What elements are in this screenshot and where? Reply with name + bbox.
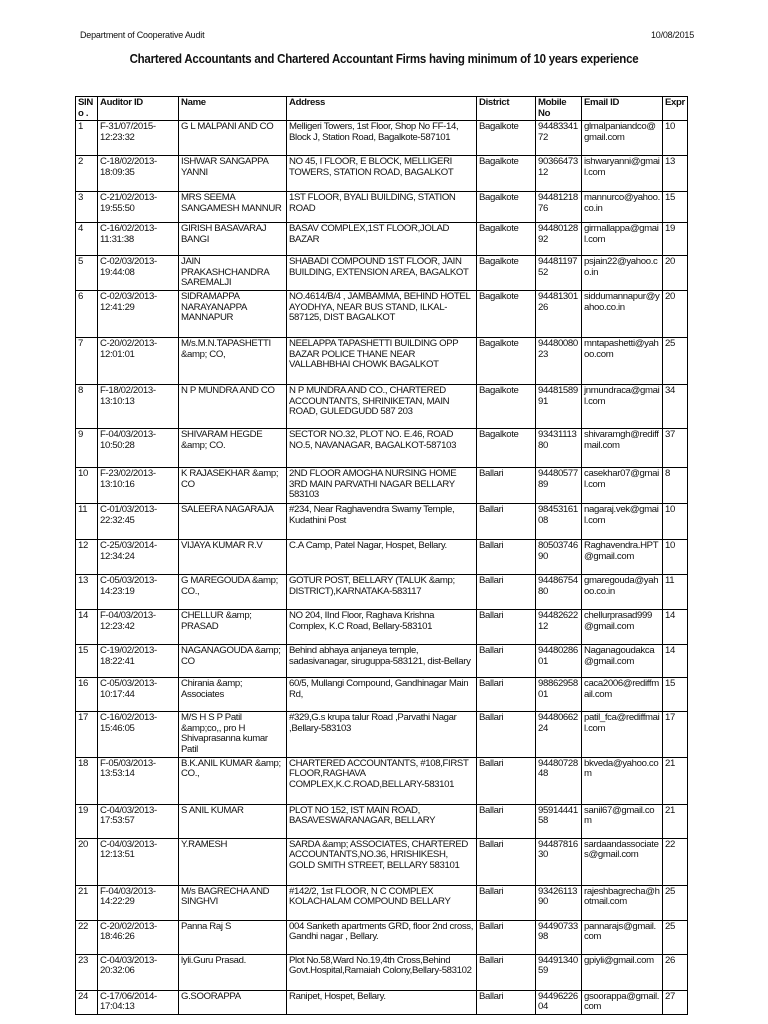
address-cell: 004 Sanketh apartments GRD, floor 2nd cross, Gandhi nagar , Bellary. (287, 920, 477, 954)
column-header-auditor-id: Auditor ID (98, 97, 179, 121)
name-cell: MRS SEEMA SANGAMESH MANNUR (179, 192, 287, 223)
mobile-cell: 9845316108 (536, 504, 582, 540)
slno-cell: 5 (76, 256, 98, 291)
email-cell: jnmundraca@gmail.com (582, 385, 663, 429)
email-cell: caca2006@rediffmail.com (582, 678, 663, 712)
email-cell: gpiyli@gmail.com (582, 954, 663, 990)
email-cell: bkveda@yahoo.com (582, 757, 663, 804)
auditor-id-cell: C-02/03/2013-12:41:29 (98, 291, 179, 338)
district-cell: Ballari (477, 990, 536, 1014)
email-cell: mntapashetti@yahoo.com (582, 338, 663, 385)
district-cell: Bagalkote (477, 223, 536, 256)
slno-cell: 17 (76, 712, 98, 757)
slno-cell: 15 (76, 645, 98, 678)
table-row (76, 885, 688, 920)
mobile-cell: 9448066224 (536, 712, 582, 757)
auditor-id-cell: C-02/03/2013-19:44:08 (98, 256, 179, 291)
email-cell: nagaraj.vek@gmail.com (582, 504, 663, 540)
name-cell: S ANIL KUMAR (179, 804, 287, 838)
mobile-cell: 9449134059 (536, 954, 582, 990)
name-cell: K RAJASEKHAR &amp; CO (179, 468, 287, 504)
name-cell: B.K.ANIL KUMAR &amp; CO., (179, 757, 287, 804)
slno-cell: 22 (76, 920, 98, 954)
email-cell: Naganagoudakca@gmail.com (582, 645, 663, 678)
address-cell: SECTOR NO.32, PLOT NO. E.46, ROAD NO.5, NAVANAGAR, BAGALKOT-587103 (287, 429, 477, 468)
auditor-id-cell: C-18/02/2013-18:09:35 (98, 156, 179, 192)
page-title: Chartered Accountants and Chartered Accountant Firms having minimum of 10 years experience (129, 52, 639, 66)
address-cell: N P MUNDRA AND CO., CHARTERED ACCOUNTANTS, SHRINIKETAN, MAIN ROAD, GULEDGUDD 587 203 (287, 385, 477, 429)
slno-cell: 4 (76, 223, 98, 256)
name-cell: NAGANAGOUDA &amp; CO (179, 645, 287, 678)
auditor-id-cell: C-20/02/2013-18:46:26 (98, 920, 179, 954)
district-cell: Ballari (477, 645, 536, 678)
name-cell: Chirania &amp; Associates (179, 678, 287, 712)
table-row (76, 223, 688, 256)
mobile-cell: 9448028601 (536, 645, 582, 678)
email-cell: ishwaryanni@gmail.com (582, 156, 663, 192)
report-date: 10/08/2015 (650, 30, 694, 40)
expr-cell: 17 (663, 712, 688, 757)
address-cell: CHARTERED ACCOUNTANTS, #108,FIRST FLOOR,RAGHAVA COMPLEX,K.C.ROAD,BELLARY-583101 (287, 757, 477, 804)
name-cell: VIJAYA KUMAR R.V (179, 540, 287, 575)
mobile-cell: 9448262212 (536, 610, 582, 645)
table-row (76, 920, 688, 954)
table-row (76, 121, 688, 156)
expr-cell: 15 (663, 678, 688, 712)
address-cell: SARDA &amp; ASSOCIATES, CHARTERED ACCOUNTANTS,NO.36, HRISHIKESH, GOLD SMITH STREET, BELLARY 583101 (287, 838, 477, 885)
expr-cell: 19 (663, 223, 688, 256)
district-cell: Ballari (477, 954, 536, 990)
auditor-id-cell: F-04/03/2013-12:23:42 (98, 610, 179, 645)
mobile-cell: 9448057789 (536, 468, 582, 504)
mobile-cell: 9448008023 (536, 338, 582, 385)
mobile-cell: 9448781630 (536, 838, 582, 885)
email-cell: psjain22@yahoo.co.in (582, 256, 663, 291)
slno-cell: 19 (76, 804, 98, 838)
district-cell: Ballari (477, 757, 536, 804)
address-cell: 60/5, Mullangi Compound, Gandhinagar Main Rd, (287, 678, 477, 712)
mobile-cell: 9448675480 (536, 575, 582, 610)
mobile-cell: 9448072848 (536, 757, 582, 804)
address-cell: Behind abhaya anjaneya temple, sadasivanagar, siruguppa-583121, dist-Bellary (287, 645, 477, 678)
department-label: Department of Cooperative Audit (80, 30, 205, 40)
auditor-id-cell: F-18/02/2013-13:10:13 (98, 385, 179, 429)
email-cell: girmallappa@gmail.com (582, 223, 663, 256)
table-row (76, 645, 688, 678)
address-cell: BASAV COMPLEX,1ST FLOOR,JOLAD BAZAR (287, 223, 477, 256)
district-cell: Ballari (477, 504, 536, 540)
expr-cell: 27 (663, 990, 688, 1014)
auditor-id-cell: F-04/03/2013-10:50:28 (98, 429, 179, 468)
auditor-id-cell: C-05/03/2013-14:23:19 (98, 575, 179, 610)
auditor-id-cell: F-23/02/2013-13:10:16 (98, 468, 179, 504)
auditor-id-cell: C-05/03/2013-10:17:44 (98, 678, 179, 712)
name-cell: Y.RAMESH (179, 838, 287, 885)
table-row (76, 990, 688, 1014)
expr-cell: 20 (663, 291, 688, 338)
table-row (76, 804, 688, 838)
table-row (76, 468, 688, 504)
slno-cell: 7 (76, 338, 98, 385)
district-cell: Ballari (477, 712, 536, 757)
table-row (76, 712, 688, 757)
slno-cell: 21 (76, 885, 98, 920)
mobile-cell: 9343111380 (536, 429, 582, 468)
auditor-id-cell: C-04/03/2013-12:13:51 (98, 838, 179, 885)
address-cell: GOTUR POST, BELLARY (TALUK &amp; DISTRICT),KARNATAKA-583117 (287, 575, 477, 610)
name-cell: Panna Raj S (179, 920, 287, 954)
slno-cell: 6 (76, 291, 98, 338)
district-cell: Bagalkote (477, 156, 536, 192)
column-header-slno: SlNo . (76, 97, 98, 121)
auditor-id-cell: C-16/02/2013-11:31:38 (98, 223, 179, 256)
email-cell: chellurprasad999@gmail.com (582, 610, 663, 645)
address-cell: SHABADI COMPOUND 1ST FLOOR, JAIN BUILDING, EXTENSION AREA, BAGALKOT (287, 256, 477, 291)
name-cell: SIDRAMAPPA NARAYANAPPA MANNAPUR (179, 291, 287, 338)
address-cell: C.A Camp, Patel Nagar, Hospet, Bellary. (287, 540, 477, 575)
name-cell: M/S H S P Patil &amp;co,, pro H Shivaprasanna kumar Patil (179, 712, 287, 757)
mobile-cell: 9448119752 (536, 256, 582, 291)
slno-cell: 24 (76, 990, 98, 1014)
name-cell: M/s BAGRECHA AND SINGHVI (179, 885, 287, 920)
name-cell: CHELLUR &amp; PRASAD (179, 610, 287, 645)
mobile-cell: 8050374690 (536, 540, 582, 575)
auditor-id-cell: C-25/03/2014-12:34:24 (98, 540, 179, 575)
expr-cell: 25 (663, 338, 688, 385)
slno-cell: 16 (76, 678, 98, 712)
email-cell: Raghavendra.HPT@gmail.com (582, 540, 663, 575)
district-cell: Ballari (477, 540, 536, 575)
expr-cell: 25 (663, 885, 688, 920)
email-cell: glmalpaniandco@gmail.com (582, 121, 663, 156)
table-row (76, 429, 688, 468)
table-row (76, 291, 688, 338)
auditor-id-cell: C-01/03/2013-22:32:45 (98, 504, 179, 540)
table-row (76, 385, 688, 429)
auditor-table (75, 96, 688, 1015)
district-cell: Ballari (477, 610, 536, 645)
address-cell: NO.4614/B/4 , JAMBAMMA, BEHIND HOTEL AYODHYA, NEAR BUS STAND, ILKAL-587125, DIST BAGALKOT (287, 291, 477, 338)
table-row (76, 757, 688, 804)
table-row (76, 838, 688, 885)
slno-cell: 2 (76, 156, 98, 192)
name-cell: SALEERA NAGARAJA (179, 504, 287, 540)
slno-cell: 23 (76, 954, 98, 990)
auditor-id-cell: F-05/03/2013-13:53:14 (98, 757, 179, 804)
expr-cell: 10 (663, 504, 688, 540)
slno-cell: 14 (76, 610, 98, 645)
district-cell: Ballari (477, 885, 536, 920)
expr-cell: 11 (663, 575, 688, 610)
district-cell: Ballari (477, 838, 536, 885)
auditor-id-cell: F-04/03/2013-14:22:29 (98, 885, 179, 920)
table-row (76, 192, 688, 223)
expr-cell: 26 (663, 954, 688, 990)
name-cell: lyli.Guru Prasad. (179, 954, 287, 990)
slno-cell: 1 (76, 121, 98, 156)
address-cell: 1ST FLOOR, BYALI BUILDING, STATION ROAD (287, 192, 477, 223)
auditor-id-cell: F-31/07/2015-12:23:32 (98, 121, 179, 156)
email-cell: mannurco@yahoo.co.in (582, 192, 663, 223)
table-row (76, 575, 688, 610)
column-header-email: Email ID (582, 97, 663, 121)
name-cell: N P MUNDRA AND CO (179, 385, 287, 429)
table-row (76, 504, 688, 540)
auditor-id-cell: C-19/02/2013-18:22:41 (98, 645, 179, 678)
column-header-address: Address (287, 97, 477, 121)
email-cell: sardaandassociates@gmail.com (582, 838, 663, 885)
column-header-name: Name (179, 97, 287, 121)
expr-cell: 15 (663, 192, 688, 223)
slno-cell: 9 (76, 429, 98, 468)
email-cell: sanil67@gmail.com (582, 804, 663, 838)
address-cell: NEELAPPA TAPASHETTI BUILDING OPP BAZAR POLICE THANE NEAR VALLABHBHAI CHOWK BAGALKOT (287, 338, 477, 385)
email-cell: patil_fca@rediffmail.com (582, 712, 663, 757)
district-cell: Ballari (477, 804, 536, 838)
table-body (76, 121, 688, 1015)
email-cell: siddumannapur@yahoo.co.in (582, 291, 663, 338)
address-cell: #329,G.s krupa talur Road ,Parvathi Nagar ,Bellary-583103 (287, 712, 477, 757)
auditor-id-cell: C-17/06/2014-17:04:13 (98, 990, 179, 1014)
name-cell: G.SOORAPPA (179, 990, 287, 1014)
mobile-cell: 9449622604 (536, 990, 582, 1014)
mobile-cell: 9342611390 (536, 885, 582, 920)
column-header-mobile: Mobile No (536, 97, 582, 121)
email-cell: gmaregouda@yahoo.co.in (582, 575, 663, 610)
name-cell: GIRISH BASAVARAJ BANGI (179, 223, 287, 256)
address-cell: Ranipet, Hospet, Bellary. (287, 990, 477, 1014)
name-cell: G L MALPANI AND CO (179, 121, 287, 156)
column-header-expr: Expr (663, 97, 688, 121)
district-cell: Bagalkote (477, 121, 536, 156)
district-cell: Bagalkote (477, 291, 536, 338)
mobile-cell: 9448334172 (536, 121, 582, 156)
slno-cell: 18 (76, 757, 98, 804)
address-cell: #234, Near Raghavendra Swamy Temple, Kudathini Post (287, 504, 477, 540)
auditor-id-cell: C-16/02/2013-15:46:05 (98, 712, 179, 757)
name-cell: M/s.M.N.TAPASHETTI &amp; CO, (179, 338, 287, 385)
mobile-cell: 9036647312 (536, 156, 582, 192)
address-cell: PLOT NO 152, IST MAIN ROAD, BASAVESWARANAGAR, BELLARY (287, 804, 477, 838)
district-cell: Bagalkote (477, 429, 536, 468)
mobile-cell: 9448158991 (536, 385, 582, 429)
name-cell: ISHWAR SANGAPPA YANNI (179, 156, 287, 192)
slno-cell: 8 (76, 385, 98, 429)
slno-cell: 10 (76, 468, 98, 504)
table-row (76, 954, 688, 990)
district-cell: Ballari (477, 920, 536, 954)
slno-cell: 11 (76, 504, 98, 540)
auditor-id-cell: C-04/03/2013-20:32:06 (98, 954, 179, 990)
table-row (76, 338, 688, 385)
mobile-cell: 9591444158 (536, 804, 582, 838)
mobile-cell: 9448121876 (536, 192, 582, 223)
email-cell: rajeshbagrecha@hotmail.com (582, 885, 663, 920)
address-cell: NO 204, IInd Floor, Raghava Krishna Complex, K.C Road, Bellary-583101 (287, 610, 477, 645)
email-cell: shivaramgh@rediffmail.com (582, 429, 663, 468)
table-header-row (76, 97, 688, 121)
auditor-id-cell: C-04/03/2013-17:53:57 (98, 804, 179, 838)
email-cell: pannarajs@gmail.com (582, 920, 663, 954)
table-row (76, 256, 688, 291)
expr-cell: 20 (663, 256, 688, 291)
district-cell: Bagalkote (477, 192, 536, 223)
column-header-district: District (477, 97, 536, 121)
email-cell: gsoorappa@gmail.com (582, 990, 663, 1014)
name-cell: SHIVARAM HEGDE &amp; CO. (179, 429, 287, 468)
address-cell: Plot No.58,Ward No.19,4th Cross,Behind Govt.Hospital,Ramaiah Colony,Bellary-583102 (287, 954, 477, 990)
auditor-id-cell: C-21/02/2013-19:55:50 (98, 192, 179, 223)
expr-cell: 21 (663, 804, 688, 838)
mobile-cell: 9449073398 (536, 920, 582, 954)
address-cell: NO 45, I FLOOR, E BLOCK, MELLIGERI TOWERS, STATION ROAD, BAGALKOT (287, 156, 477, 192)
expr-cell: 10 (663, 121, 688, 156)
mobile-cell: 9448012892 (536, 223, 582, 256)
expr-cell: 14 (663, 610, 688, 645)
table-row (76, 610, 688, 645)
expr-cell: 22 (663, 838, 688, 885)
district-cell: Ballari (477, 575, 536, 610)
expr-cell: 37 (663, 429, 688, 468)
auditor-id-cell: C-20/02/2013-12:01:01 (98, 338, 179, 385)
expr-cell: 34 (663, 385, 688, 429)
district-cell: Bagalkote (477, 338, 536, 385)
expr-cell: 8 (663, 468, 688, 504)
address-cell: 2ND FLOOR AMOGHA NURSING HOME 3RD MAIN PARVATHI NAGAR BELLARY 583103 (287, 468, 477, 504)
table-row (76, 678, 688, 712)
mobile-cell: 9886295801 (536, 678, 582, 712)
table-row (76, 156, 688, 192)
slno-cell: 13 (76, 575, 98, 610)
district-cell: Bagalkote (477, 385, 536, 429)
expr-cell: 25 (663, 920, 688, 954)
slno-cell: 12 (76, 540, 98, 575)
name-cell: G MAREGOUDA &amp; CO., (179, 575, 287, 610)
slno-cell: 20 (76, 838, 98, 885)
email-cell: casekhar07@gmail.com (582, 468, 663, 504)
district-cell: Ballari (477, 678, 536, 712)
slno-cell: 3 (76, 192, 98, 223)
table-row (76, 540, 688, 575)
name-cell: JAIN PRAKASHCHANDRA SAREMALJI (179, 256, 287, 291)
district-cell: Bagalkote (477, 256, 536, 291)
address-cell: #142/2, 1st FLOOR, N C COMPLEX KOLACHALAM COMPOUND BELLARY (287, 885, 477, 920)
expr-cell: 21 (663, 757, 688, 804)
address-cell: Melligeri Towers, 1st Floor, Shop No FF-14, Block J, Station Road, Bagalkote-587101 (287, 121, 477, 156)
expr-cell: 14 (663, 645, 688, 678)
expr-cell: 10 (663, 540, 688, 575)
district-cell: Ballari (477, 468, 536, 504)
expr-cell: 13 (663, 156, 688, 192)
mobile-cell: 9448130126 (536, 291, 582, 338)
